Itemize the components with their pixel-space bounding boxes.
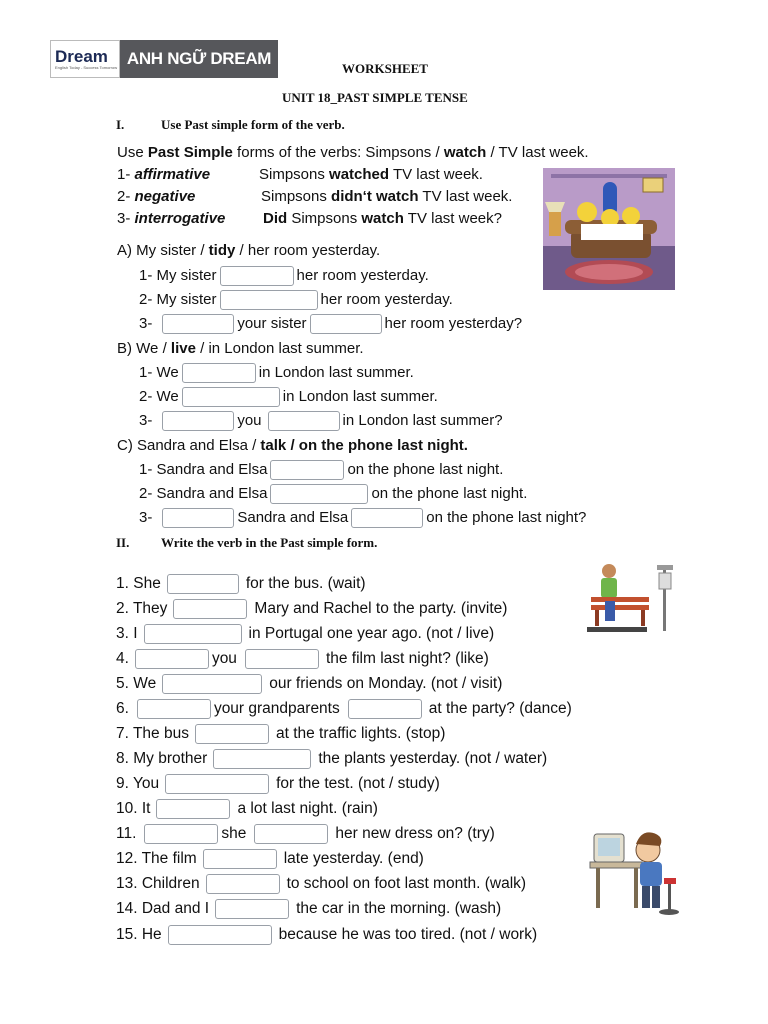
form-num: 1- — [117, 166, 131, 183]
item-num: 3- — [139, 412, 153, 429]
item-pre: 3. I — [116, 625, 138, 642]
item-num: 3- — [139, 509, 153, 526]
answer-box[interactable] — [182, 387, 280, 407]
group-head-c: / her room yesterday. — [235, 242, 381, 259]
answer-box[interactable] — [168, 925, 272, 945]
logo-brand: Dream — [55, 47, 108, 66]
item-num: 2- — [139, 485, 153, 502]
answer-box[interactable] — [213, 749, 311, 769]
form-e: TV last week? — [403, 210, 502, 227]
exercise-item-15 — [116, 923, 537, 947]
exercise-item-13 — [116, 872, 526, 896]
exercise-item-1 — [116, 572, 366, 596]
intro-post: / TV last week. — [486, 144, 589, 161]
answer-box[interactable] — [135, 649, 209, 669]
item-post: in London last summer. — [282, 388, 438, 405]
item-num: 1- — [139, 364, 153, 381]
answer-box[interactable] — [220, 290, 318, 310]
exercise-item-12 — [116, 847, 424, 871]
unit-title: UNIT 18_PAST SIMPLE TENSE — [282, 90, 468, 105]
item-pre: 11. — [116, 825, 137, 842]
form-c: TV last week. — [389, 166, 483, 183]
group-c-item-1 — [139, 459, 503, 481]
answer-box[interactable] — [270, 460, 344, 480]
item-pre: 8. My brother — [116, 750, 208, 767]
item-pre: 2. They — [116, 600, 168, 617]
item-post: the plants yesterday. (not / water) — [318, 750, 548, 767]
answer-box[interactable] — [173, 599, 247, 619]
form-c: TV last week. — [418, 188, 513, 205]
answer-box[interactable] — [270, 484, 368, 504]
item-mid: you — [237, 412, 262, 429]
answer-box[interactable] — [254, 824, 328, 844]
group-c-heading — [117, 435, 468, 457]
exercise-item-10 — [116, 797, 378, 821]
answer-box[interactable] — [220, 266, 294, 286]
answer-box[interactable] — [162, 674, 262, 694]
answer-box[interactable] — [165, 774, 269, 794]
form-affirmative — [117, 164, 483, 186]
item-post: on the phone last night? — [426, 509, 587, 526]
form-b: watched — [329, 166, 390, 183]
answer-box[interactable] — [268, 411, 340, 431]
item-post: her room yesterday. — [320, 291, 453, 308]
item-post: her room yesterday? — [384, 315, 523, 332]
item-post: on the phone last night. — [347, 461, 504, 478]
intro-pre: Use — [117, 144, 148, 161]
item-post: the car in the morning. (wash) — [296, 900, 502, 917]
exercise-item-2 — [116, 597, 507, 621]
group-a-heading — [117, 240, 380, 262]
item-num: 2- — [139, 388, 153, 405]
item-num: 1- — [139, 461, 153, 478]
group-head-verb: talk — [260, 437, 287, 454]
item-num: 2- — [139, 291, 153, 308]
form-example — [261, 186, 512, 208]
item-mid: Sandra and Elsa — [237, 509, 349, 526]
group-a-item-1 — [139, 265, 429, 287]
group-head-verb: live — [170, 340, 196, 357]
item-pre: 9. You — [116, 775, 160, 792]
exercise-item-8 — [116, 747, 547, 771]
form-num: 3- — [117, 210, 131, 227]
form-kind: interrogative — [134, 210, 226, 227]
answer-box[interactable] — [348, 699, 422, 719]
answer-box[interactable] — [351, 508, 423, 528]
item-pre: We — [156, 364, 179, 381]
group-b-item-1 — [139, 362, 414, 384]
answer-box[interactable] — [215, 899, 289, 919]
item-pre: 10. It — [116, 800, 151, 817]
item-num: 1- — [139, 267, 153, 284]
item-post: in Portugal one year ago. (not / live) — [248, 625, 495, 642]
logo-mark — [50, 40, 120, 78]
form-example — [263, 208, 502, 230]
group-head-c: / on the phone last night. — [286, 437, 468, 454]
form-example — [259, 164, 483, 186]
frustrated-computer-user-image — [586, 818, 686, 918]
item-post: because he was too tired. (not / work) — [278, 926, 538, 943]
group-c-item-3 — [139, 507, 586, 529]
item-pre: Sandra and Elsa — [156, 461, 268, 478]
answer-box[interactable] — [144, 824, 218, 844]
item-post: on the phone last night. — [371, 485, 528, 502]
answer-box[interactable] — [195, 724, 269, 744]
answer-box[interactable] — [310, 314, 382, 334]
exercise-item-6 — [116, 697, 572, 721]
answer-box[interactable] — [206, 874, 280, 894]
exercise-item-14 — [116, 897, 501, 921]
answer-box[interactable] — [245, 649, 319, 669]
logo-name: ANH NGỮ DREAM — [120, 40, 278, 78]
intro-bold-past-simple: Past Simple — [147, 144, 233, 161]
answer-box[interactable] — [156, 799, 230, 819]
intro-mid: forms of the verbs: Simpsons / — [232, 144, 444, 161]
group-b-item-3 — [139, 410, 503, 432]
group-b-heading — [117, 338, 364, 360]
item-post: at the party? (dance) — [428, 700, 572, 717]
form-a: Simpsons — [259, 166, 330, 183]
form-b: Did — [263, 210, 288, 227]
answer-box[interactable] — [203, 849, 277, 869]
item-pre: 1. She — [116, 575, 161, 592]
form-a: Simpsons — [261, 188, 332, 205]
section-2-heading — [116, 535, 377, 551]
simpsons-couch-image — [543, 168, 675, 290]
item-pre: 5. We — [116, 675, 157, 692]
exercise-item-5 — [116, 672, 502, 696]
answer-box[interactable] — [137, 699, 211, 719]
exercise-item-4 — [116, 647, 489, 671]
item-post: in London last summer. — [258, 364, 414, 381]
group-b-item-2 — [139, 386, 438, 408]
answer-box[interactable] — [144, 624, 242, 644]
item-pre: My sister — [156, 267, 217, 284]
bus-stop-image — [587, 563, 681, 633]
answer-box[interactable] — [162, 411, 234, 431]
item-pre: 4. — [116, 650, 129, 667]
answer-box[interactable] — [167, 574, 239, 594]
group-head-verb: tidy — [208, 242, 236, 259]
item-pre: 7. The bus — [116, 725, 189, 742]
form-kind: negative — [134, 188, 196, 205]
exercise-item-7 — [116, 722, 445, 746]
item-pre: 15. He — [116, 926, 162, 943]
item-post: late yesterday. (end) — [283, 850, 424, 867]
item-mid: your grandparents — [213, 700, 340, 717]
group-c-item-2 — [139, 483, 527, 505]
item-mid: she — [221, 825, 247, 842]
group-head-a: A) My sister / — [117, 242, 209, 259]
item-mid: your sister — [237, 315, 307, 332]
form-kind: affirmative — [134, 166, 211, 183]
exercise-item-11 — [116, 822, 495, 846]
item-post: our friends on Monday. (not / visit) — [269, 675, 503, 692]
item-post: her new dress on? (try) — [335, 825, 495, 842]
item-pre: 14. Dad and I — [116, 900, 210, 917]
item-pre: 6. — [116, 700, 129, 717]
item-num: 3- — [139, 315, 153, 332]
section-1-title: Use Past simple form of the verb. — [161, 117, 345, 132]
group-a-item-3 — [139, 313, 522, 335]
form-num: 2- — [117, 188, 131, 205]
item-pre: Sandra and Elsa — [156, 485, 268, 502]
form-b: didn‘t watch — [331, 188, 419, 205]
item-post: for the bus. (wait) — [245, 575, 366, 592]
answer-box[interactable] — [162, 508, 234, 528]
exercise-item-3 — [116, 622, 494, 646]
item-pre: 12. The film — [116, 850, 197, 867]
form-interrogative — [117, 208, 502, 230]
form-d: watch — [361, 210, 404, 227]
exercise-item-9 — [116, 772, 440, 796]
item-post: at the traffic lights. (stop) — [275, 725, 446, 742]
answer-box[interactable] — [182, 363, 256, 383]
item-post: Mary and Rachel to the party. (invite) — [254, 600, 508, 617]
item-post: for the test. (not / study) — [276, 775, 440, 792]
intro-line — [117, 142, 589, 164]
worksheet-title: WORKSHEET — [342, 61, 428, 76]
logo-tagline: English Today - Success Tomorrow — [55, 65, 118, 70]
logo — [50, 40, 278, 78]
form-negative — [117, 186, 513, 208]
answer-box[interactable] — [162, 314, 234, 334]
section-1-heading — [116, 117, 345, 133]
item-pre: We — [156, 388, 179, 405]
section-2-title: Write the verb in the Past simple form. — [161, 535, 378, 550]
section-1-number: I. — [116, 117, 125, 132]
section-2-number: II. — [116, 535, 130, 550]
item-post: the film last night? (like) — [325, 650, 489, 667]
item-post: in London last summer? — [342, 412, 503, 429]
item-mid: you — [211, 650, 237, 667]
item-pre: My sister — [156, 291, 217, 308]
form-c: Simpsons — [287, 210, 362, 227]
item-post: to school on foot last month. (walk) — [286, 875, 527, 892]
group-head-a: B) We / — [117, 340, 171, 357]
group-a-item-2 — [139, 289, 453, 311]
group-head-a: C) Sandra and Elsa / — [117, 437, 261, 454]
group-head-c: / in London last summer. — [195, 340, 364, 357]
item-post: a lot last night. (rain) — [237, 800, 378, 817]
item-post: her room yesterday. — [296, 267, 429, 284]
item-pre: 13. Children — [116, 875, 200, 892]
intro-bold-watch: watch — [443, 144, 487, 161]
